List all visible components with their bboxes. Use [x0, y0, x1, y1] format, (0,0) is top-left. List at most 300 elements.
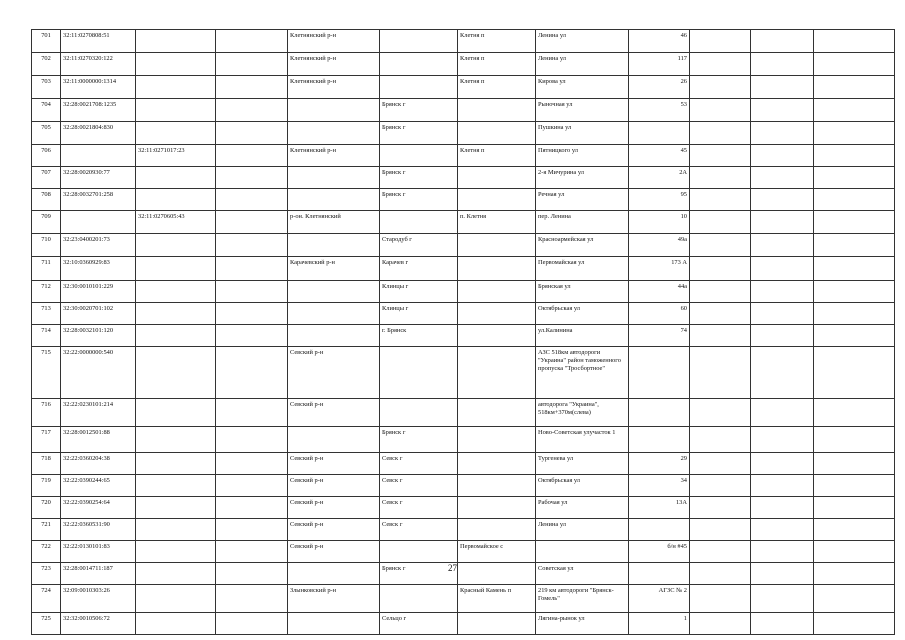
cell-empty [751, 519, 814, 541]
cell-cadastral-number-alt [136, 234, 216, 257]
cell-empty [814, 613, 895, 635]
cell-settlement: Первомайское с [458, 541, 536, 563]
table-row [32, 145, 895, 167]
table-row [32, 257, 895, 281]
cell-district: Севский р-н [288, 541, 380, 563]
cell-empty [814, 399, 895, 427]
cell-cadastral-number-alt [136, 76, 216, 99]
cell-empty [690, 76, 751, 99]
cell-empty [814, 257, 895, 281]
cell-empty [690, 325, 751, 347]
cell-empty [751, 281, 814, 303]
table-row [32, 76, 895, 99]
cell-settlement: п. Клетня [458, 211, 536, 234]
cell-city: г. Брянск [380, 325, 458, 347]
cell-row-number: 716 [32, 399, 61, 427]
cell-empty [751, 189, 814, 211]
cell-row-number: 717 [32, 427, 61, 453]
cell-row-number: 718 [32, 453, 61, 475]
cell-settlement [458, 325, 536, 347]
cell-empty [751, 399, 814, 427]
cell-settlement [458, 475, 536, 497]
cell-empty [216, 76, 288, 99]
cell-city: Севск г [380, 519, 458, 541]
cell-settlement [458, 167, 536, 189]
cell-empty [751, 325, 814, 347]
cell-empty [690, 541, 751, 563]
cell-city [380, 211, 458, 234]
cell-row-number: 707 [32, 167, 61, 189]
cell-city: Клинцы г [380, 281, 458, 303]
cell-house: 117 [629, 53, 690, 76]
cell-empty [814, 122, 895, 145]
cell-row-number: 709 [32, 211, 61, 234]
cell-settlement [458, 347, 536, 399]
cell-district [288, 281, 380, 303]
cell-row-number: 719 [32, 475, 61, 497]
table-row [32, 211, 895, 234]
cell-district: Клетнянский р-н [288, 76, 380, 99]
cell-row-number: 712 [32, 281, 61, 303]
cell-empty [751, 585, 814, 613]
cell-cadastral-number: 32:28:0014711:187 [61, 563, 136, 585]
cell-cadastral-number: 32:22:0360204:38 [61, 453, 136, 475]
cell-empty [751, 541, 814, 563]
cell-empty [216, 303, 288, 325]
cell-settlement: Красный Камень п [458, 585, 536, 613]
cell-cadastral-number-alt [136, 303, 216, 325]
cell-empty [814, 145, 895, 167]
cell-city: Севск г [380, 497, 458, 519]
cell-cadastral-number: 32:11:0270808:51 [61, 30, 136, 53]
cell-district: Севский р-н [288, 347, 380, 399]
cell-district: Севский р-н [288, 453, 380, 475]
cell-settlement [458, 399, 536, 427]
cell-empty [216, 145, 288, 167]
cell-settlement [458, 99, 536, 122]
cell-empty [814, 234, 895, 257]
cell-cadastral-number-alt [136, 541, 216, 563]
cell-house [629, 122, 690, 145]
cell-house: 10 [629, 211, 690, 234]
cell-city: Клинцы г [380, 303, 458, 325]
cell-empty [216, 613, 288, 635]
table-body [32, 30, 895, 635]
cell-empty [751, 99, 814, 122]
cell-row-number: 714 [32, 325, 61, 347]
cell-empty [814, 585, 895, 613]
cell-settlement [458, 281, 536, 303]
cell-street: ул.Калинина [536, 325, 629, 347]
cell-house [629, 427, 690, 453]
cell-settlement [458, 427, 536, 453]
cell-empty [216, 99, 288, 122]
cell-cadastral-number-alt [136, 585, 216, 613]
cell-empty [216, 257, 288, 281]
table-row [32, 453, 895, 475]
cell-empty [690, 613, 751, 635]
cell-empty [690, 211, 751, 234]
cell-city: Брянск г [380, 563, 458, 585]
cell-cadastral-number: 32:22:0390244:65 [61, 475, 136, 497]
cell-cadastral-number-alt [136, 167, 216, 189]
cell-district: Севский р-н [288, 399, 380, 427]
cell-empty [690, 427, 751, 453]
cell-empty [751, 257, 814, 281]
cell-settlement: Клетня п [458, 30, 536, 53]
cell-empty [814, 281, 895, 303]
cell-empty [216, 281, 288, 303]
cell-empty [814, 53, 895, 76]
cell-house: 95 [629, 189, 690, 211]
cell-house: 46 [629, 30, 690, 53]
cell-district [288, 303, 380, 325]
cell-house [629, 399, 690, 427]
cell-empty [751, 167, 814, 189]
cell-empty [216, 325, 288, 347]
cell-empty [216, 453, 288, 475]
table-row [32, 189, 895, 211]
cell-house: 173 А [629, 257, 690, 281]
cell-settlement [458, 497, 536, 519]
cell-cadastral-number-alt [136, 427, 216, 453]
cell-cadastral-number-alt [136, 399, 216, 427]
cell-empty [690, 453, 751, 475]
cell-empty [690, 281, 751, 303]
table-row [32, 519, 895, 541]
cell-house: 2А [629, 167, 690, 189]
cell-district [288, 234, 380, 257]
cell-city [380, 347, 458, 399]
cell-street: Тургенева ул [536, 453, 629, 475]
cell-street: Октябрьская ул [536, 303, 629, 325]
cell-empty [751, 76, 814, 99]
cell-cadastral-number: 32:11:0270320:122 [61, 53, 136, 76]
table-row [32, 99, 895, 122]
cell-district [288, 427, 380, 453]
cell-empty [814, 30, 895, 53]
cell-street [536, 541, 629, 563]
cell-empty [216, 167, 288, 189]
cell-house: 26 [629, 76, 690, 99]
cell-row-number: 720 [32, 497, 61, 519]
cell-empty [814, 519, 895, 541]
cell-city [380, 145, 458, 167]
cell-cadastral-number [61, 145, 136, 167]
cell-settlement: Клетня п [458, 145, 536, 167]
cell-empty [751, 303, 814, 325]
cell-empty [690, 399, 751, 427]
cell-district: Севский р-н [288, 519, 380, 541]
cell-house [629, 519, 690, 541]
cell-empty [814, 475, 895, 497]
cell-row-number: 722 [32, 541, 61, 563]
cell-empty [216, 234, 288, 257]
cell-street: Ленина ул [536, 53, 629, 76]
cell-empty [751, 145, 814, 167]
cell-street: Кирова ул [536, 76, 629, 99]
cell-empty [814, 497, 895, 519]
cell-cadastral-number-alt [136, 122, 216, 145]
cell-empty [690, 53, 751, 76]
cell-settlement [458, 453, 536, 475]
cell-district [288, 613, 380, 635]
table-row [32, 585, 895, 613]
cell-house: 74 [629, 325, 690, 347]
cell-district: р-он. Клетнянский [288, 211, 380, 234]
cell-empty [216, 53, 288, 76]
cell-city [380, 53, 458, 76]
cell-cadastral-number-alt [136, 99, 216, 122]
cell-empty [814, 325, 895, 347]
cell-empty [814, 347, 895, 399]
cell-cadastral-number: 32:22:0390254:64 [61, 497, 136, 519]
cell-cadastral-number-alt [136, 189, 216, 211]
cell-cadastral-number: 32:30:0020701:102 [61, 303, 136, 325]
cell-empty [751, 122, 814, 145]
cell-empty [690, 475, 751, 497]
cell-row-number: 721 [32, 519, 61, 541]
cell-street: Ленина ул [536, 519, 629, 541]
cell-cadastral-number-alt [136, 325, 216, 347]
cell-house: 49а [629, 234, 690, 257]
cell-cadastral-number: 32:23:0400201:73 [61, 234, 136, 257]
cell-empty [216, 585, 288, 613]
cell-street: Первомайская ул [536, 257, 629, 281]
cell-cadastral-number-alt [136, 257, 216, 281]
cell-district: Клетнянский р-н [288, 30, 380, 53]
cell-city: Стародуб г [380, 234, 458, 257]
cell-row-number: 704 [32, 99, 61, 122]
table-row [32, 122, 895, 145]
cell-cadastral-number: 32:22:0360531:90 [61, 519, 136, 541]
cell-street: Рыночная ул [536, 99, 629, 122]
table-row [32, 281, 895, 303]
table-row [32, 167, 895, 189]
cell-street: Советская ул [536, 563, 629, 585]
cell-settlement [458, 303, 536, 325]
cell-settlement [458, 122, 536, 145]
cell-row-number: 710 [32, 234, 61, 257]
cell-house: 45 [629, 145, 690, 167]
cell-cadastral-number-alt: 32:11:0270605:43 [136, 211, 216, 234]
cell-cadastral-number-alt [136, 281, 216, 303]
cell-empty [216, 347, 288, 399]
cell-district [288, 167, 380, 189]
cell-cadastral-number-alt [136, 347, 216, 399]
cell-empty [814, 167, 895, 189]
cell-house: 53 [629, 99, 690, 122]
cell-empty [216, 497, 288, 519]
cell-empty [690, 189, 751, 211]
cell-cadastral-number: 32:10:0360929:83 [61, 257, 136, 281]
cell-cadastral-number: 32:22:0230101:214 [61, 399, 136, 427]
cell-empty [814, 303, 895, 325]
cell-empty [690, 99, 751, 122]
cell-empty [216, 399, 288, 427]
table-row [32, 53, 895, 76]
cell-house: б/н #45 [629, 541, 690, 563]
cell-row-number: 702 [32, 53, 61, 76]
cell-district: Севский р-н [288, 475, 380, 497]
cell-empty [690, 257, 751, 281]
cell-empty [216, 475, 288, 497]
cell-empty [814, 427, 895, 453]
cell-house [629, 347, 690, 399]
cell-street: пер. Ленина [536, 211, 629, 234]
registry-table [31, 29, 895, 635]
cell-cadastral-number: 32:32:0010506:72 [61, 613, 136, 635]
cell-empty [751, 211, 814, 234]
page-number: 27 [448, 563, 457, 573]
cell-settlement: Клетня п [458, 53, 536, 76]
cell-street: автодорога "Украина", 518км+370м(слева) [536, 399, 629, 427]
cell-street: Рабочая ул [536, 497, 629, 519]
cell-cadastral-number: 32:28:0020930:77 [61, 167, 136, 189]
cell-empty [690, 167, 751, 189]
cell-empty [751, 234, 814, 257]
cell-cadastral-number: 32:22:0130101:83 [61, 541, 136, 563]
cell-city [380, 76, 458, 99]
cell-empty [751, 30, 814, 53]
cell-row-number: 713 [32, 303, 61, 325]
cell-street: Пушкина ул [536, 122, 629, 145]
cell-row-number: 703 [32, 76, 61, 99]
cell-cadastral-number-alt: 32:11:0271017:23 [136, 145, 216, 167]
cell-city: Брянск г [380, 122, 458, 145]
cell-cadastral-number-alt [136, 519, 216, 541]
table-row [32, 234, 895, 257]
cell-row-number: 724 [32, 585, 61, 613]
cell-house: 13А [629, 497, 690, 519]
table-row [32, 347, 895, 399]
table-row [32, 399, 895, 427]
cell-empty [216, 189, 288, 211]
cell-cadastral-number: 32:28:0032101:120 [61, 325, 136, 347]
cell-empty [751, 453, 814, 475]
cell-cadastral-number-alt [136, 453, 216, 475]
cell-row-number: 701 [32, 30, 61, 53]
cell-empty [814, 453, 895, 475]
cell-cadastral-number: 32:28:0032701:258 [61, 189, 136, 211]
cell-district [288, 122, 380, 145]
cell-empty [690, 145, 751, 167]
cell-street: Пятницкого ул [536, 145, 629, 167]
cell-cadastral-number: 32:28:0021804:830 [61, 122, 136, 145]
cell-empty [751, 613, 814, 635]
cell-empty [814, 541, 895, 563]
cell-row-number: 705 [32, 122, 61, 145]
cell-district [288, 189, 380, 211]
cell-settlement [458, 257, 536, 281]
table-row [32, 325, 895, 347]
cell-row-number: 723 [32, 563, 61, 585]
cell-house: АГЗС № 2 [629, 585, 690, 613]
cell-cadastral-number: 32:22:0000000:540 [61, 347, 136, 399]
cell-empty [690, 122, 751, 145]
cell-empty [751, 53, 814, 76]
cell-district: Севский р-н [288, 497, 380, 519]
cell-city: Брянск г [380, 427, 458, 453]
cell-row-number: 711 [32, 257, 61, 281]
cell-street: Октябрьская ул [536, 475, 629, 497]
cell-street: Красноармейская ул [536, 234, 629, 257]
table-row [32, 30, 895, 53]
cell-district: Злынковский р-н [288, 585, 380, 613]
cell-empty [751, 497, 814, 519]
cell-cadastral-number: 32:09:0010303:26 [61, 585, 136, 613]
cell-street: Брянская ул [536, 281, 629, 303]
cell-street: Ново-Советская улучасток 1 [536, 427, 629, 453]
table-row [32, 303, 895, 325]
cell-house: 44а [629, 281, 690, 303]
cell-settlement [458, 613, 536, 635]
cell-settlement [458, 519, 536, 541]
table-row [32, 475, 895, 497]
cell-street: Ленина ул [536, 30, 629, 53]
cell-street: 2-я Мичурина ул [536, 167, 629, 189]
cell-empty [216, 427, 288, 453]
cell-settlement [458, 189, 536, 211]
cell-empty [690, 519, 751, 541]
cell-city: Севск г [380, 453, 458, 475]
cell-city [380, 30, 458, 53]
cell-city [380, 399, 458, 427]
cell-cadastral-number-alt [136, 497, 216, 519]
cell-house: 34 [629, 475, 690, 497]
cell-empty [751, 427, 814, 453]
cell-district: Карачевский р-н [288, 257, 380, 281]
table-row [32, 427, 895, 453]
cell-street: Речная ул [536, 189, 629, 211]
cell-settlement: Клетня п [458, 76, 536, 99]
cell-city: Брянск г [380, 167, 458, 189]
table-row [32, 497, 895, 519]
cell-cadastral-number: 32:28:0012501:88 [61, 427, 136, 453]
cell-empty [216, 541, 288, 563]
cell-row-number: 715 [32, 347, 61, 399]
cell-row-number: 706 [32, 145, 61, 167]
cell-city: Карачев г [380, 257, 458, 281]
table-row [32, 613, 895, 635]
cell-empty [814, 189, 895, 211]
cell-street: 219 км автодороги "Брянск-Гомель" [536, 585, 629, 613]
cell-empty [690, 30, 751, 53]
cell-city [380, 585, 458, 613]
cell-district: Клетнянский р-н [288, 145, 380, 167]
cell-empty [751, 475, 814, 497]
cell-city: Брянск г [380, 99, 458, 122]
cell-city: Брянск г [380, 189, 458, 211]
cell-house: 1 [629, 613, 690, 635]
cell-empty [690, 347, 751, 399]
cell-empty [216, 122, 288, 145]
cell-cadastral-number-alt [136, 475, 216, 497]
cell-empty [690, 234, 751, 257]
cell-city [380, 541, 458, 563]
cell-empty [814, 99, 895, 122]
cell-empty [751, 347, 814, 399]
cell-empty [216, 211, 288, 234]
cell-district [288, 99, 380, 122]
cell-house: 60 [629, 303, 690, 325]
cell-district: Клетнянский р-н [288, 53, 380, 76]
cell-cadastral-number-alt [136, 53, 216, 76]
cell-empty [690, 585, 751, 613]
cell-cadastral-number: 32:11:0000000:1314 [61, 76, 136, 99]
cell-empty [216, 30, 288, 53]
cell-cadastral-number-alt [136, 30, 216, 53]
